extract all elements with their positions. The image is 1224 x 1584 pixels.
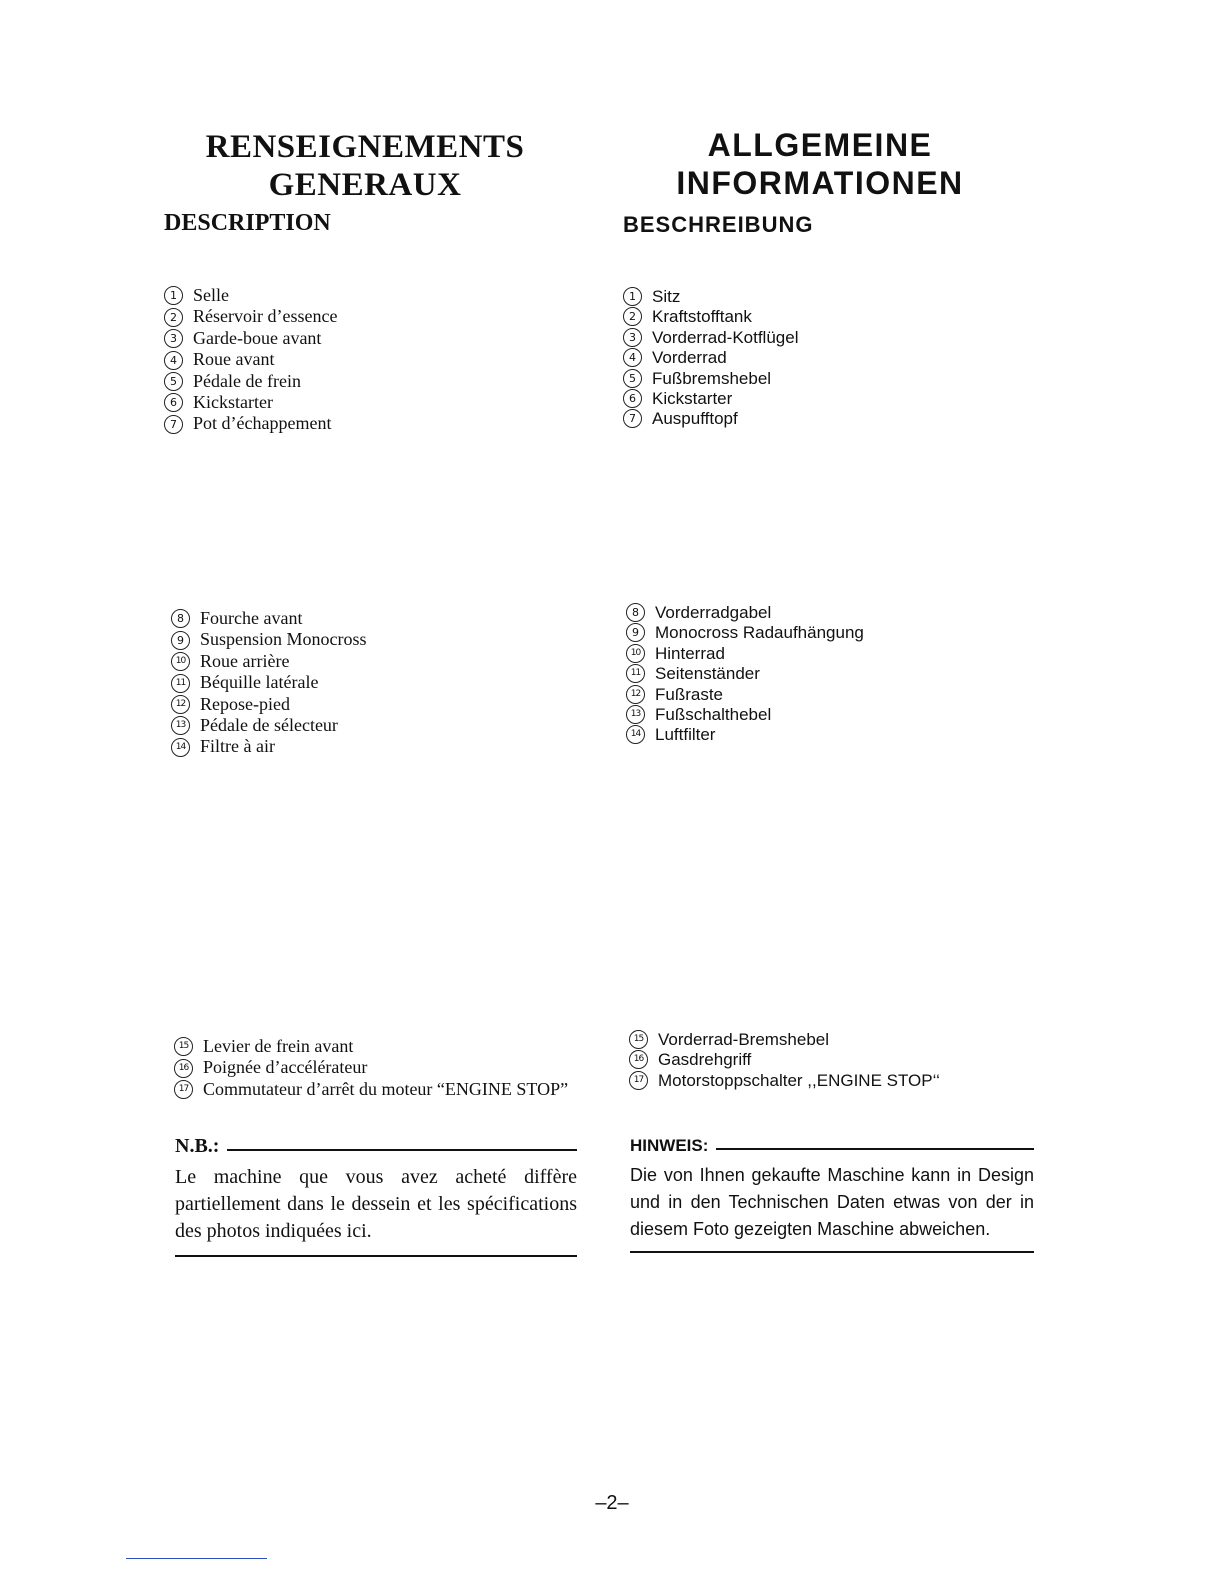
list-item (626, 685, 864, 705)
item-number: 6 (623, 389, 642, 408)
item-number: 9 (171, 631, 190, 650)
item-number-badge (626, 644, 655, 664)
item-number: 1 (164, 286, 183, 305)
french-note (175, 1135, 577, 1257)
list-item (171, 694, 367, 715)
item-number-badge (629, 1071, 658, 1091)
german-note-end-rule (630, 1251, 1034, 1253)
item-label: Vorderrad (652, 348, 727, 368)
item-number-badge (171, 608, 200, 629)
german-note-label: HINWEIS: (630, 1136, 709, 1155)
item-number: 12 (626, 685, 645, 704)
list-item (171, 715, 367, 736)
item-number-badge (174, 1079, 203, 1100)
list-item (174, 1036, 574, 1057)
item-number-badge (164, 371, 193, 392)
list-item (629, 1030, 940, 1050)
list-item (174, 1057, 574, 1078)
list-item (623, 409, 798, 429)
german-note-text: Die von Ihnen gekaufte Maschine kann in Design und in den Technischen Daten etwas von der in diesem Foto gezeigten Maschine abweichen. (630, 1165, 1034, 1239)
list-item (629, 1071, 940, 1091)
item-label: Selle (193, 285, 229, 305)
item-label: Fourche avant (200, 608, 303, 628)
french-note-end-rule (175, 1255, 577, 1257)
item-number: 3 (164, 329, 183, 348)
french-title-line1: RENSEIGNEMENTS (205, 129, 525, 165)
item-label: Roue avant (193, 349, 275, 370)
list-item (164, 413, 337, 434)
list-item (164, 306, 337, 327)
french-note-text: Le machine que vous avez acheté diffère partiellement dans le dessein et les spécifications des photos indiquées ici. (175, 1166, 577, 1242)
item-label: Auspufftopf (652, 409, 738, 429)
item-label: Kickstarter (652, 389, 733, 409)
item-number: 12 (171, 695, 190, 714)
item-label: Levier de frein avant (203, 1036, 354, 1056)
item-label: Pédale de sélecteur (200, 714, 338, 735)
list-item (626, 725, 864, 745)
french-title-line2: GENERAUX (268, 167, 462, 203)
item-number-badge (623, 307, 652, 327)
item-number-badge (623, 348, 652, 368)
item-number-badge (626, 603, 655, 623)
item-label: Vorderrad-Kotflügel (652, 327, 799, 347)
list-item (629, 1050, 940, 1070)
german-note (630, 1136, 1034, 1253)
item-label: Suspension Monocross (200, 629, 367, 650)
item-label: Commutateur d’arrêt du moteur “ENGINE STOP” (203, 1078, 569, 1099)
item-number: 14 (171, 738, 190, 757)
german-parts-list-2 (626, 603, 864, 746)
item-number: 16 (174, 1059, 193, 1078)
item-number: 11 (626, 664, 645, 683)
french-parts-list-3 (174, 1036, 574, 1100)
item-number-badge (164, 306, 193, 327)
french-note-label: N.B.: (175, 1135, 220, 1157)
list-item (171, 651, 367, 672)
item-label: Fußschalthebel (655, 705, 772, 725)
german-parts-list-1 (623, 287, 798, 430)
item-label: Seitenständer (655, 664, 760, 684)
item-label: Vorderradgabel (655, 603, 772, 622)
item-number-badge (164, 285, 193, 306)
list-item (626, 664, 864, 684)
item-number: 17 (629, 1071, 648, 1090)
list-item (164, 285, 337, 306)
german-title-line1: ALLGEMEINE (707, 127, 933, 163)
item-number: 10 (626, 644, 645, 663)
item-number-badge (626, 725, 655, 745)
item-label: Pédale de frein (193, 370, 301, 391)
item-number: 11 (171, 674, 190, 693)
list-item (623, 287, 798, 307)
item-number: 2 (164, 308, 183, 327)
item-number-badge (623, 369, 652, 389)
footer-rule (126, 1558, 267, 1559)
item-label: Fußbremshebel (652, 368, 772, 388)
item-label: Kraftstofftank (652, 307, 752, 327)
item-number-badge (171, 736, 200, 757)
item-number-badge (626, 664, 655, 684)
item-label: Hinterrad (655, 643, 725, 663)
item-number: 7 (164, 415, 183, 434)
item-label: Kickstarter (193, 391, 273, 412)
item-label: Motorstoppschalter ,,ENGINE STOP‘‘ (658, 1070, 940, 1090)
german-title-line2: INFORMATIONEN (676, 165, 964, 201)
item-label: Filtre à air (200, 736, 275, 757)
item-number: 3 (623, 328, 642, 347)
item-label: Roue arrière (200, 650, 290, 671)
list-item (171, 736, 367, 757)
list-item (174, 1079, 574, 1100)
list-item (626, 623, 864, 643)
item-number-badge (171, 672, 200, 693)
list-item (623, 369, 798, 389)
item-label: Gasdrehgriff (658, 1050, 752, 1070)
item-number: 15 (629, 1030, 648, 1049)
item-number-badge (164, 349, 193, 370)
item-number-badge (164, 392, 193, 413)
item-number-badge (171, 715, 200, 736)
item-number-badge (629, 1050, 658, 1070)
item-number: 5 (623, 369, 642, 388)
item-number: 7 (623, 409, 642, 428)
list-item (626, 603, 864, 623)
item-number: 8 (171, 609, 190, 628)
item-number-badge (174, 1036, 203, 1057)
item-number-badge (623, 409, 652, 429)
item-number: 5 (164, 372, 183, 391)
item-number: 2 (623, 307, 642, 326)
list-item (623, 307, 798, 327)
item-label: Garde-boue avant (193, 327, 322, 348)
list-item (171, 672, 367, 693)
list-item (626, 644, 864, 664)
item-number: 16 (629, 1050, 648, 1069)
french-parts-list-2 (171, 608, 367, 758)
item-number-badge (171, 694, 200, 715)
german-parts-list-3 (629, 1030, 940, 1091)
item-number-badge (623, 287, 652, 307)
item-label: Monocross Radaufhängung (655, 623, 864, 643)
item-number: 6 (164, 393, 183, 412)
french-title (160, 128, 570, 204)
item-number-badge (171, 651, 200, 672)
item-label: Béquille latérale (200, 672, 319, 693)
item-number: 1 (623, 287, 642, 306)
item-number: 17 (174, 1080, 193, 1099)
german-note-rule (716, 1148, 1034, 1150)
item-number-badge (629, 1030, 658, 1050)
item-label: Pot d’échappement (193, 413, 332, 434)
list-item (164, 371, 337, 392)
page-number: –2– (595, 1492, 629, 1514)
item-number-badge (171, 629, 200, 650)
item-number: 15 (174, 1037, 193, 1056)
item-number-badge (626, 623, 655, 643)
item-number: 8 (626, 603, 645, 622)
french-subtitle: DESCRIPTION (164, 210, 331, 236)
item-number: 13 (626, 705, 645, 724)
item-number-badge (164, 413, 193, 434)
item-label: Repose-pied (200, 693, 290, 714)
list-item (164, 349, 337, 370)
list-item (623, 328, 798, 348)
list-item (171, 608, 367, 629)
item-label: Poignée d’accélérateur (203, 1057, 368, 1078)
item-label: Vorderrad-Bremshebel (658, 1030, 830, 1049)
item-label: Réservoir d’essence (193, 306, 338, 327)
list-item (164, 392, 337, 413)
item-number-badge (623, 328, 652, 348)
german-title (620, 126, 1020, 202)
item-label: Fußraste (655, 684, 724, 704)
item-number: 4 (164, 351, 183, 370)
item-number: 14 (626, 725, 645, 744)
item-label: Sitz (652, 287, 681, 306)
list-item (623, 348, 798, 368)
item-number-badge (174, 1057, 203, 1078)
french-parts-list-1 (164, 285, 337, 435)
item-number: 9 (626, 623, 645, 642)
item-number-badge (626, 705, 655, 725)
german-subtitle: BESCHREIBUNG (623, 212, 814, 237)
item-number: 13 (171, 716, 190, 735)
item-number: 4 (623, 348, 642, 367)
list-item (623, 389, 798, 409)
list-item (171, 629, 367, 650)
item-number: 10 (171, 652, 190, 671)
item-number-badge (623, 389, 652, 409)
item-number-badge (164, 328, 193, 349)
french-note-rule (227, 1149, 577, 1151)
list-item (164, 328, 337, 349)
item-number-badge (626, 685, 655, 705)
item-label: Luftfilter (655, 725, 716, 745)
list-item (626, 705, 864, 725)
